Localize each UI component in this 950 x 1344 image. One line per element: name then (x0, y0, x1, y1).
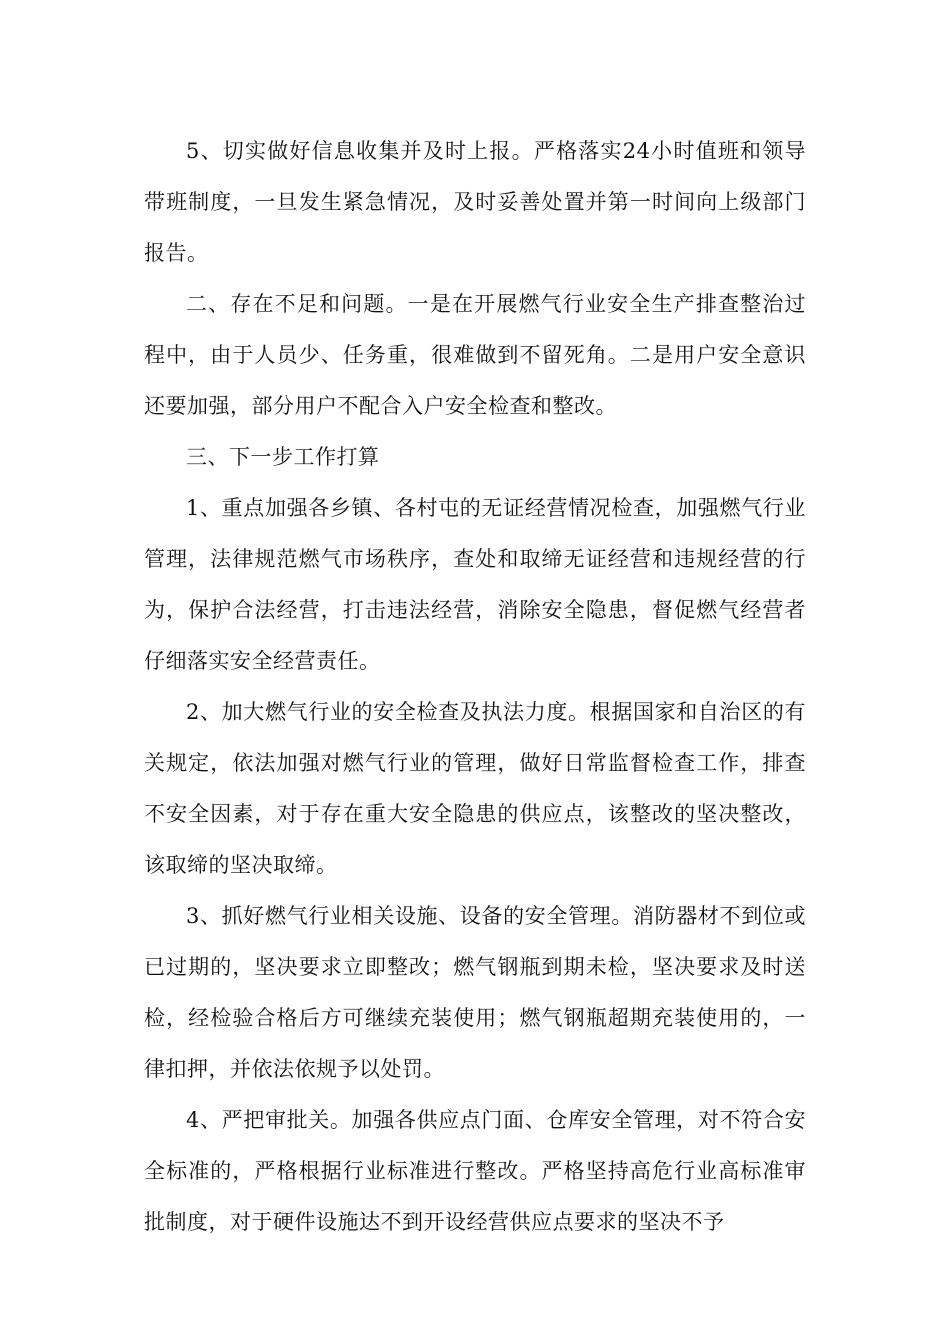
paragraph-shortcomings: 二、存在不足和问题。一是在开展燃气行业安全生产排查整治过程中，由于人员少、任务重，很难做到不留死角。二是用户安全意识还要加强，部分用户不配合入户安全检查和整改。 (144, 292, 806, 418)
paragraph-item-4: 4、严把审批关。加强各供应点门面、仓库安全管理，对不符合安全标准的，严格根据行业标准进行整改。严格坚持高危行业高标准审批制度，对于硬件设施达不到开设经营供应点要求的坚决不予 (144, 1108, 806, 1234)
paragraph-next-steps-heading: 三、下一步工作打算 (186, 445, 380, 469)
paragraph-item-2: 2、加大燃气行业的安全检查及执法力度。根据国家和自治区的有关规定，依法加强对燃气行业的管理，做好日常监督检查工作，排查不安全因素，对于存在重大安全隐患的供应点，该整改的坚决整改，该取缔的坚决取缔。 (144, 700, 806, 877)
document-body (144, 126, 806, 1248)
paragraph-item-3: 3、抓好燃气行业相关设施、设备的安全管理。消防器材不到位或已过期的，坚决要求立即整改；燃气钢瓶到期未检，坚决要求及时送检，经检验合格后方可继续充装使用；燃气钢瓶超期充装使用的，一律扣押，并依法依规予以处罚。 (144, 904, 806, 1081)
paragraph-info-reporting: 5、切实做好信息收集并及时上报。严格落实24小时值班和领导带班制度，一旦发生紧急情况，及时妥善处置并第一时间向上级部门报告。 (144, 139, 806, 265)
paragraph-item-1: 1、重点加强各乡镇、各村屯的无证经营情况检查，加强燃气行业管理，法律规范燃气市场秩序，查处和取缔无证经营和违规经营的行为，保护合法经营，打击违法经营，消除安全隐患，督促燃气经营者仔细落实安全经营责任。 (144, 496, 806, 673)
